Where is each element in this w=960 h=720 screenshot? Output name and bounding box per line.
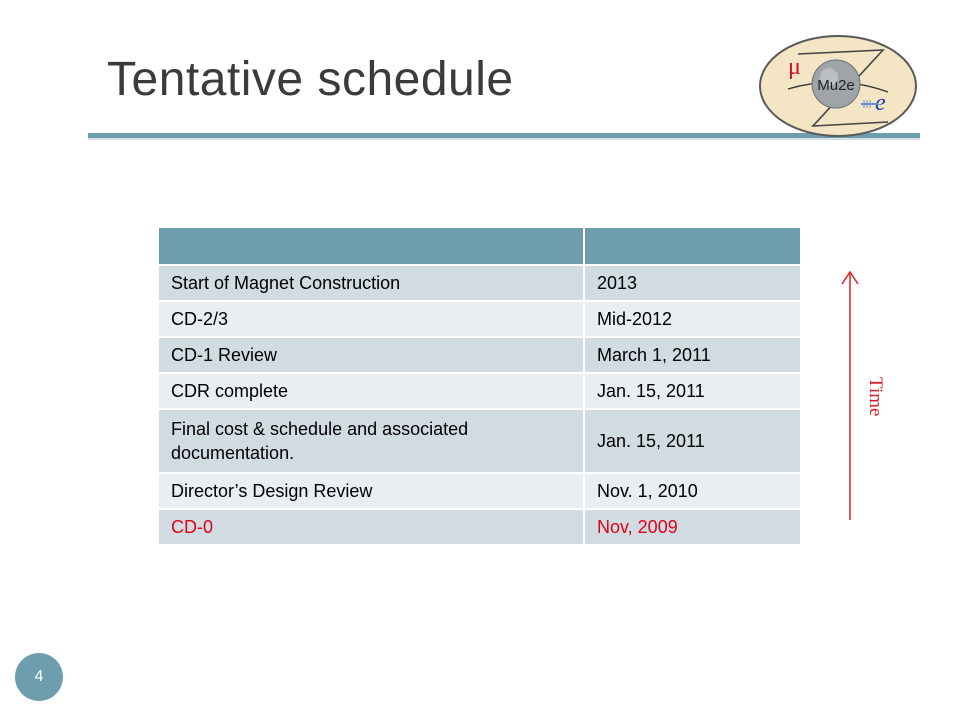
milestone-cell: CD-2/3	[159, 301, 584, 337]
date-cell: 2013	[584, 265, 801, 301]
date-cell: March 1, 2011	[584, 337, 801, 373]
table-row	[159, 473, 801, 509]
date-cell: Mid-2012	[584, 301, 801, 337]
milestone-cell: CDR complete	[159, 373, 584, 409]
logo-e: e	[875, 90, 886, 116]
mu2e-logo	[758, 34, 918, 139]
page-number-badge: 4	[15, 653, 63, 701]
table-row	[159, 373, 801, 409]
logo-text: Mu2e	[817, 77, 855, 94]
table-header-cell	[584, 228, 801, 265]
milestone-cell: Start of Magnet Construction	[159, 265, 584, 301]
slide-title: Tentative schedule	[107, 53, 514, 106]
date-cell: Jan. 15, 2011	[584, 409, 801, 473]
time-arrow-icon	[836, 268, 864, 524]
table-header-cell	[159, 228, 584, 265]
table-row	[159, 265, 801, 301]
table-row	[159, 409, 801, 473]
table-row	[159, 509, 801, 545]
date-cell: Jan. 15, 2011	[584, 373, 801, 409]
logo-mu: μ	[788, 54, 801, 80]
time-label: Time	[865, 377, 886, 417]
table-row	[159, 301, 801, 337]
milestone-cell: CD-0	[159, 509, 584, 545]
milestone-cell: Final cost & schedule and associated documentation.	[159, 409, 584, 473]
milestone-cell: CD-1 Review	[159, 337, 584, 373]
table-header-row	[159, 228, 801, 265]
schedule-table	[159, 228, 802, 546]
table-row	[159, 337, 801, 373]
date-cell: Nov, 2009	[584, 509, 801, 545]
date-cell: Nov. 1, 2010	[584, 473, 801, 509]
milestone-cell: Director’s Design Review	[159, 473, 584, 509]
